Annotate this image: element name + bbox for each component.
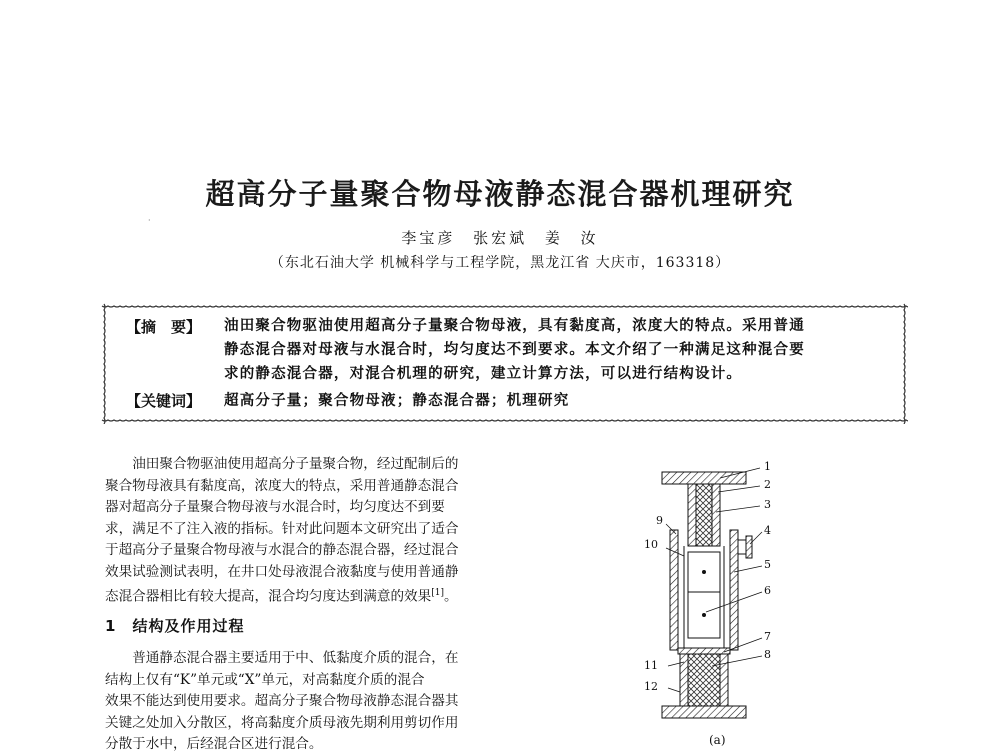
- abstract-line: 油田聚合物驱油使用超高分子量聚合物母液，具有黏度高，浓度大的特点。采用普通: [224, 317, 805, 334]
- center-point: [702, 570, 706, 574]
- section-title: 结构及作用过程: [132, 617, 245, 635]
- text-line: 器对超高分子量聚合物母液与水混合时，均匀度达不到要: [105, 499, 445, 515]
- keywords-label: 【关键词】: [126, 392, 202, 410]
- part-label: 10: [644, 538, 658, 551]
- inlet-core: [696, 484, 712, 546]
- abstract-box: [100, 302, 908, 424]
- text-line: [105, 583, 497, 608]
- center-point: [702, 613, 706, 617]
- outer-shell-right: [730, 530, 738, 650]
- side-flange: [746, 536, 752, 558]
- inner-bottom: [678, 648, 730, 654]
- top-flange: [662, 472, 746, 484]
- bottom-flange: [662, 706, 746, 718]
- text-line: 关键之处加入分散区，将高黏度介质母液先期利用剪切作用: [105, 714, 459, 731]
- part-label: 3: [764, 498, 771, 511]
- text-line: 聚合物母液具有黏度高，浓度大的特点，采用普通静态混合: [105, 477, 459, 494]
- keywords-text: 超高分子量；聚合物母液；静态混合器；机理研究: [224, 392, 570, 409]
- text-line: 求，满足不了注入液的指标。针对此问题本文研究出了适合: [105, 520, 459, 537]
- section-heading: [105, 615, 244, 636]
- part-label: 5: [764, 558, 771, 571]
- citation-ref[interactable]: [1]: [431, 588, 444, 598]
- paper-title: 超高分子量聚合物母液静态混合器机理研究: [205, 177, 795, 211]
- text-line: 普通静态混合器主要适用于中、低黏度介质的混合，在: [132, 650, 459, 666]
- part-label: 1: [764, 460, 771, 473]
- part-label: 11: [644, 659, 658, 672]
- section-number: 1: [105, 617, 117, 635]
- mixing-element: [688, 654, 720, 706]
- text-line: 于超高分子量聚合物母液与水混合的静态混合器，经过混合: [105, 542, 459, 558]
- text-line: 效果不能达到使用要求。超高分子聚合物母液静态混合器其: [105, 693, 459, 709]
- affiliation: （东北石油大学 机械科学与工程学院，黑龙江省 大庆市，163318）: [269, 255, 731, 271]
- part-label: 9: [656, 514, 663, 527]
- abstract-label: 【摘 要】: [126, 318, 202, 336]
- top-pipe-right-wall: [712, 484, 720, 546]
- top-pipe-left-wall: [688, 484, 696, 546]
- outer-shell-left: [670, 530, 678, 650]
- text-span: 态混合器相比有较大提高，混合均匀度达到满意的效果: [105, 588, 432, 605]
- abstract-text: [224, 314, 884, 386]
- text-line: 效果试验测试表明，在井口处母液混合液黏度与使用普通静: [105, 563, 459, 580]
- part-label: 7: [764, 630, 771, 643]
- text-line: 分散于水中，后经混合区进行混合。: [105, 736, 323, 752]
- part-label: 8: [764, 648, 771, 661]
- scan-mark: ·: [148, 216, 151, 225]
- part-label: 2: [764, 478, 771, 491]
- text-line: 结构上仅有“K”单元或“X”单元，对高黏度介质的混合: [105, 671, 425, 688]
- mixer-diagram: [640, 452, 810, 734]
- author-list: 李宝彦 张宏斌 姜 汝: [401, 229, 599, 247]
- figure-caption: (a): [709, 733, 726, 747]
- side-inlet: [738, 540, 746, 554]
- abstract-line: 静态混合器对母液与水混合时，均匀度达不到要求。本文介绍了一种满足这种混合要: [224, 341, 805, 358]
- part-label: 6: [764, 584, 771, 597]
- body-paragraph-1: [105, 454, 497, 608]
- part-label: 4: [764, 524, 771, 537]
- text-span: 。: [444, 588, 458, 605]
- text-line: 油田聚合物驱油使用超高分子量聚合物，经过配制后的: [132, 456, 459, 472]
- abstract-line: 求的静态混合器，对混合机理的研究，建立计算方法，可以进行结构设计。: [224, 365, 743, 382]
- bottom-pipe-left-wall: [680, 654, 688, 706]
- bottom-pipe-right-wall: [720, 654, 728, 706]
- part-label: 12: [644, 680, 658, 693]
- body-paragraph-2: [105, 648, 497, 756]
